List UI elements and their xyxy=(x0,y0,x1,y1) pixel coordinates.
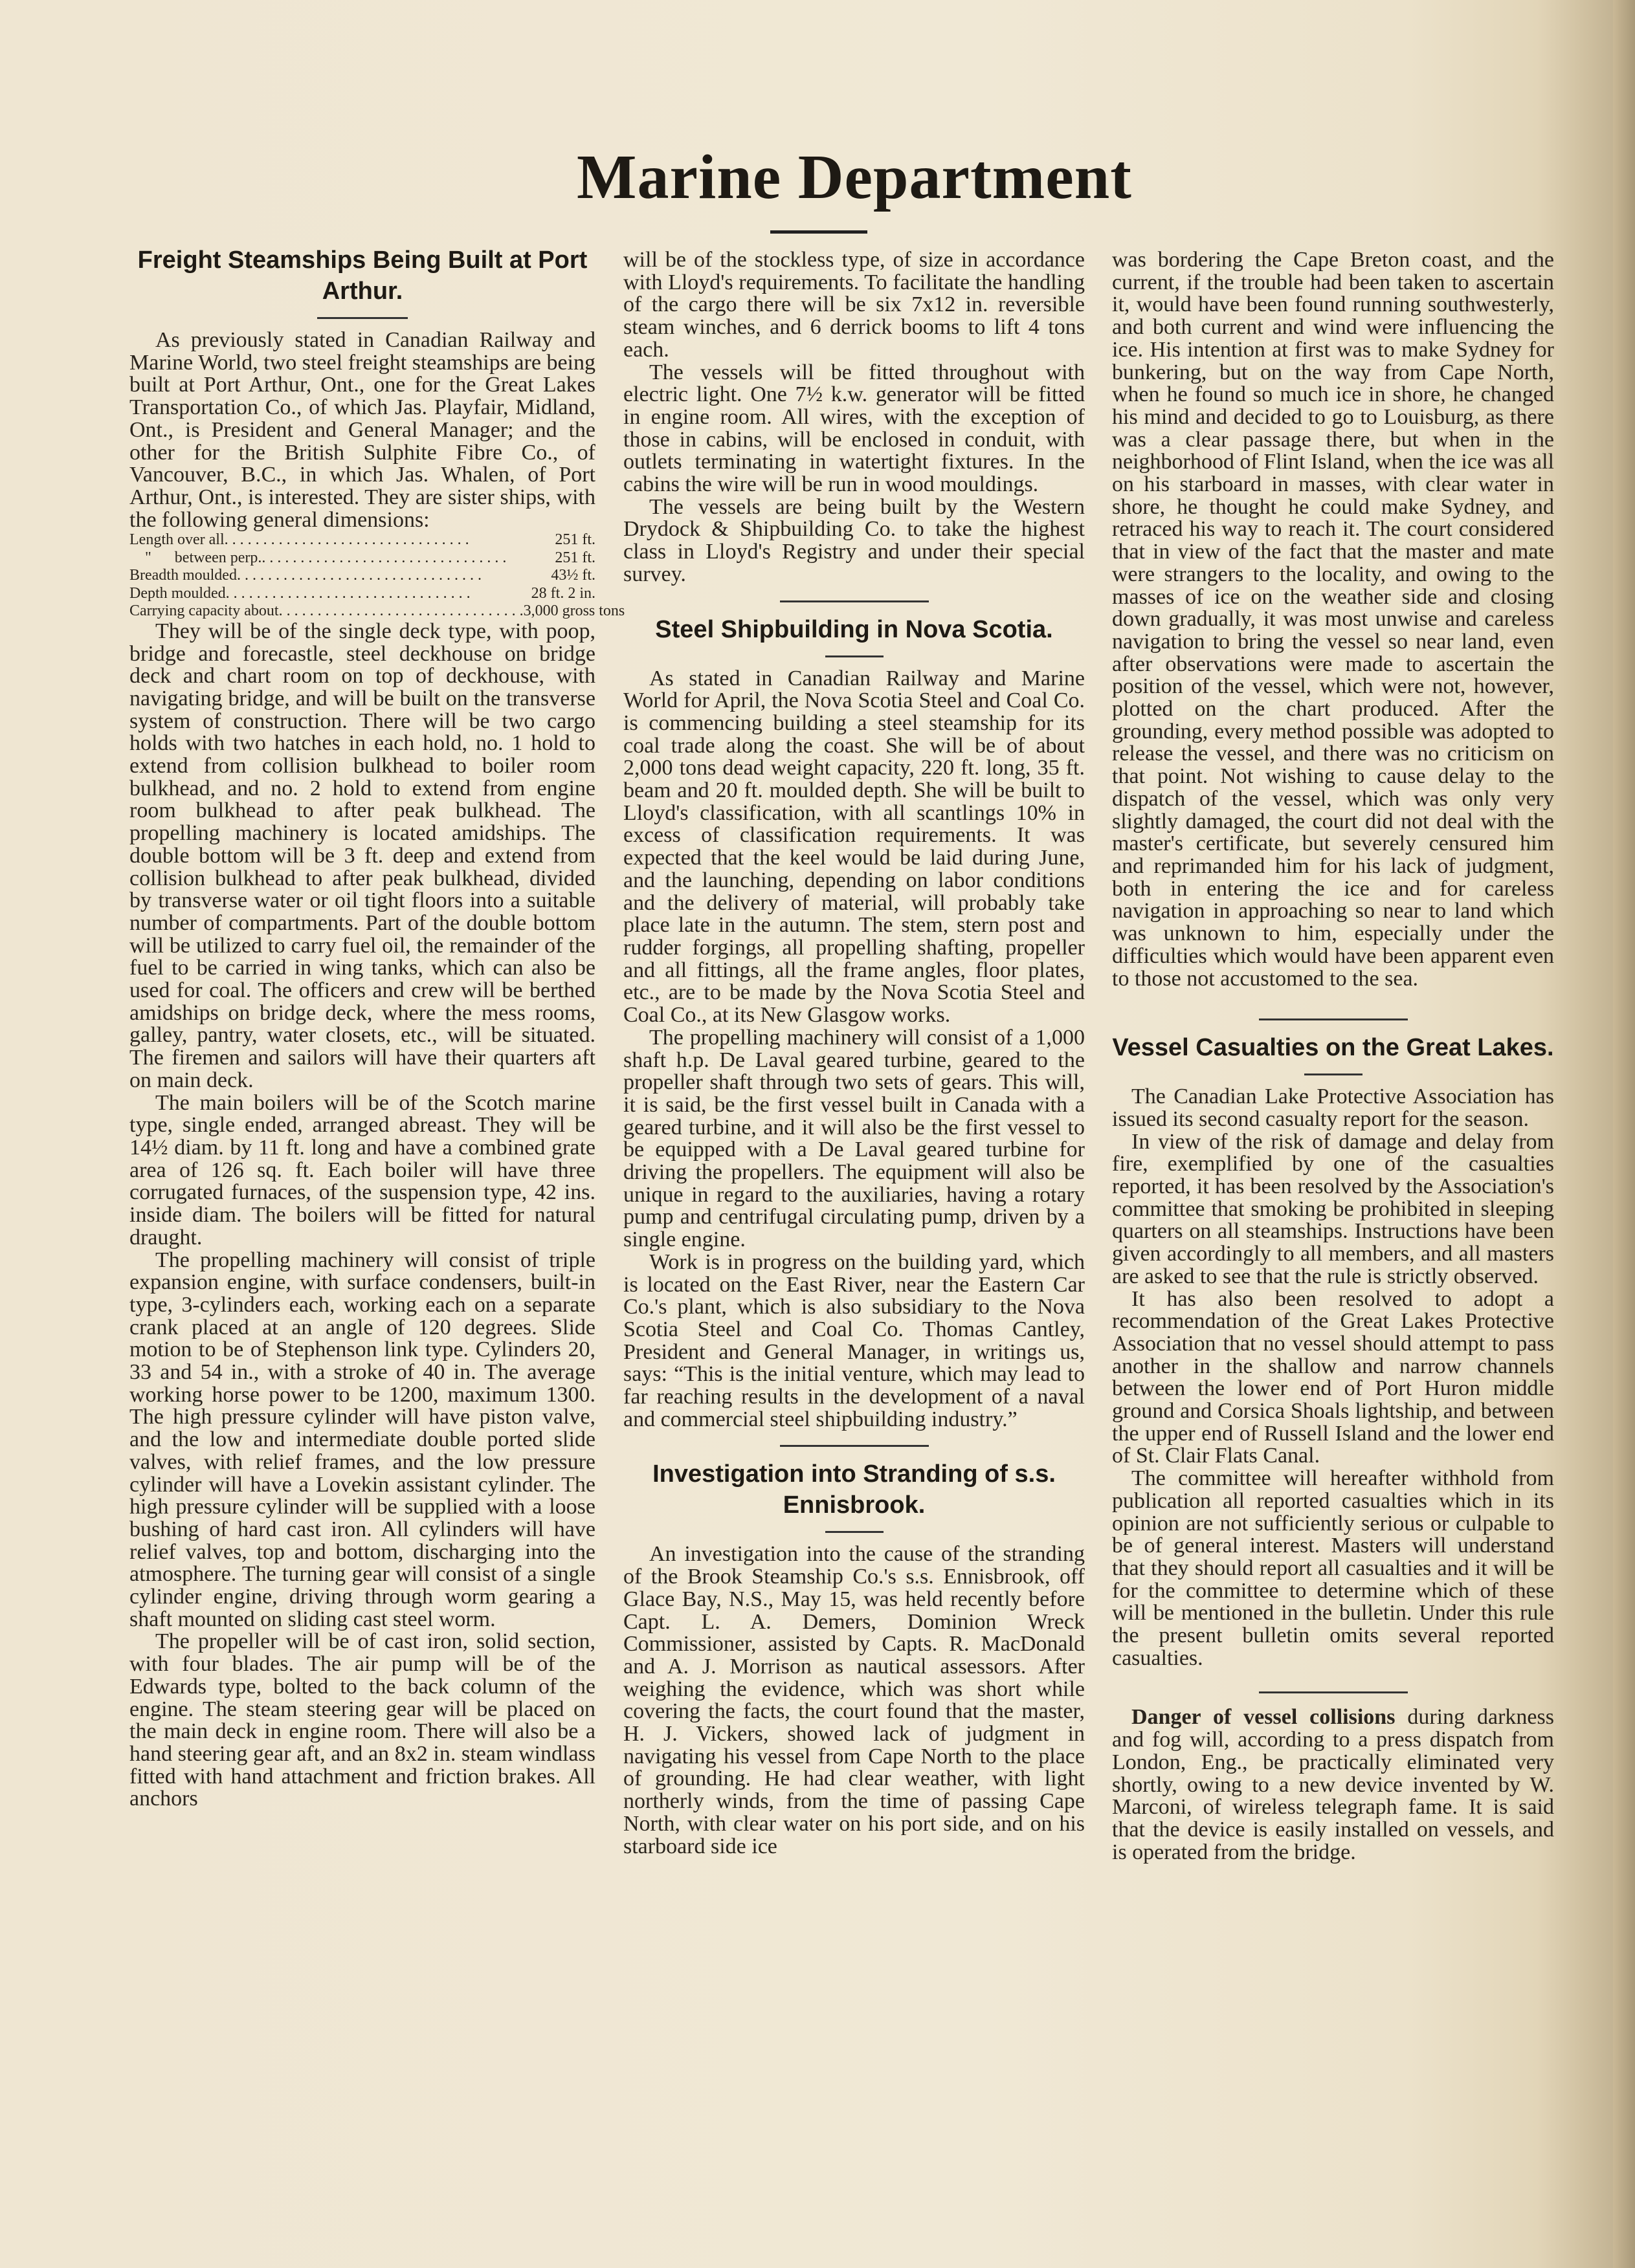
column-2 xyxy=(623,249,1085,1858)
article-separator xyxy=(1259,1691,1408,1693)
paragraph: was bordering the Cape Breton coast, and the current, if the trouble had been taken to ascertain it, would have been found running southwesterly, and both current and wind were influencing the ice. His intention at first was to make Sydney for bunkering, but on the way from Cape North, when he found so much ice in shore, he changed his mind and decided to go to Louisburg, as there was a clear passage there, but when in the neighborhood of Flint Island, when the ice was all on his starboard in masses, with clear water in shore, he thought he could make Sydney, and retraced his way to reach it. The court considered that in view of the fact that the master and mate were strangers to the locality, and owing to the masses of ice on the weather side and closing down gradually, it was most unwise and careless navigation to bring the vessel so near land, even after observations were made to ascertain the position of the vessel, which were not, however, plotted on the chart produced. After the grounding, every method possible was adopted to release the vessel, and there was no criticism on that point. Not wishing to cause delay to the dispatch of the vessel, which was only very slightly damaged, the court did not deal with the master's certificate, but severely censured him and reprimanded him for his lack of judgment, both in entering the ice and for careless navigation in approaching so near to land which was unknown to him, especially under the difficulties which would have been apparent even to those not accustomed to the sea. xyxy=(1112,248,1554,991)
article-separator xyxy=(780,1445,929,1447)
paragraph: The propelling machinery will consist of triple expansion engine, with surface condensers, built-in type, 3-cylinders each, working each on a separate crank placed at an angle of 120 degrees. Slide motion to be of Stephenson link type. Cylinders 20, 33 and 54 in., with a stroke of 40 in. The average working horse power to be 1200, maximum 1300. The high pressure cylinder will have piston valve, and the low and intermediate double ported slide valves, with relief frames, and the low pressure cylinder will have a Lovekin assistant cylinder. The high pressure cylinder will be supplied with a loose bushing of hard cast iron. All cylinders will have relief valves, top and bottom, discharging into the atmosphere. The turning gear will consist of a single cylinder engine, driving through worm gearing a shaft mounted on sliding cast steel worm. xyxy=(129,1248,595,1631)
page-title: Marine Department xyxy=(577,142,1132,212)
paragraph: As stated in Canadian Railway and Marine World for April, the Nova Scotia Steel and Coal Co. is commencing building a steel steamship for its coal trade along the coast. She will be of about 2,000 tons dead weight capacity, 220 ft. long, 35 ft. beam and 20 ft. moulded depth. She will be built to Lloyd's classification, with all scantlings 10% in excess of classification requirements. It was expected that the keel would be laid during June, and the launching, depending on labor conditions and the delivery of material, will probably take place late in the autumn. The stem, stern post and rudder forgings, all propelling shafting, propeller and all fittings, all the frame angles, floor plates, etc., are to be made by the Nova Scotia Steel and Coal Co., at its New Glasgow works. xyxy=(623,666,1085,1028)
article-heading-nova-scotia: Steel Shipbuilding in Nova Scotia. xyxy=(655,615,1053,643)
paragraph: An investigation into the cause of the stranding of the Brook Steamship Co.'s s.s. Ennisbrook, off Glace Bay, N.S., May 15, was held recently before Capt. L. A. Demers, Dominion Wreck Commissioner, assisted by Capts. R. MacDonald and A. J. Morrison as nautical assessors. After weighing the evidence, which was short while covering the facts, the court found that the master, H. J. Vickers, showed lack of judgment in navigating his vessel from Cape North to the place of grounding. He had clear weather, with light northerly winds, from the time of passing Cape North, with clear water on his port side, and on his starboard side ice xyxy=(623,1542,1085,1858)
paragraph: It has also been resolved to adopt a recommendation of the Great Lakes Protective Association that no vessel should attempt to pass another in the shallow and narrow channels between the lower end of Port Huron middle ground and Corsica Shoals lightship, and between the upper end of Russell Island and the lower end of St. Clair Flats Canal. xyxy=(1112,1286,1554,1468)
paragraph: The propeller will be of cast iron, solid section, with four blades. The air pump will be of the Edwards type, bolted to the back column of the engine. The steam steering gear will be placed on the main deck in engine room. There will also be a hand steering gear aft, and an 8x2 in. steam windlass fitted with hand attachment and friction brakes. All anchors xyxy=(129,1629,595,1811)
dimension-row: " between perp. . . . . . . . . . . . . . . . . . . . . . . . . . . . . . . . . 251 ft. xyxy=(129,549,595,566)
paragraph: will be of the stockless type, of size in accordance with Lloyd's requirements. To facilitate the handling of the cargo there will be six 7x12 in. reversible steam winches, and 6 derrick booms to lift 4 tons each. xyxy=(623,248,1085,362)
article-heading-casualties: Vessel Casualties on the Great Lakes. xyxy=(1112,1034,1554,1062)
article-separator xyxy=(1259,1018,1408,1020)
lead-in-text: Danger of vessel collisions xyxy=(1131,1705,1396,1730)
article-separator xyxy=(780,600,929,602)
dimension-row: Depth moulded . . . . . . . . . . . . . . . . . . . . . . . . . . . . . . . . 28 ft. 2 in. xyxy=(129,584,595,602)
paragraph: The committee will hereafter withhold from publication all reported casualties which in its opinion are not sufficiently serious or culpable to be of general interest. Masters will understand that they should report all casualties and it will be for the committee to determine which of these will be mentioned in the bulletin. Under this rule the present bulletin omits several reported casualties. xyxy=(1112,1466,1554,1670)
paragraph: Work is in progress on the building yard, which is located on the East River, near the Eastern Car Co.'s plant, which is also subsidiary to the Nova Scotia Steel and Coal Co. Thomas Cantley, President and General Manager, in writings us, says: “This is the initial venture, which may lead to far reaching results in the development of a naval and commercial steel shipbuilding industry.” xyxy=(623,1250,1085,1431)
paragraph: The Canadian Lake Protective Association has issued its second casualty report for the season. xyxy=(1112,1084,1554,1131)
heading-rule xyxy=(825,655,884,657)
heading-rule xyxy=(825,1531,884,1533)
dimension-row: Breadth moulded . . . . . . . . . . . . . . . . . . . . . . . . . . . . . . . . 43½ ft. xyxy=(129,567,595,584)
paragraph-collisions: Danger of vessel collisions during darkness and fog will, according to a press dispatch from London, Eng., be practically eliminated very shortly, owing to a new device invented by W. Marconi, of wireless telegraph fame. It is said that the device is easily installed on vessels, and is operated from the bridge. xyxy=(1112,1705,1554,1864)
paragraph: The vessels are being built by the Western Drydock & Shipbuilding Co. to take the highest class in Lloyd's Registry and under their special survey. xyxy=(623,494,1085,586)
article-heading-ennisbrook: Investigation into Stranding of s.s. Ennisbrook. xyxy=(652,1460,1056,1519)
heading-rule xyxy=(1304,1073,1362,1075)
paragraph: They will be of the single deck type, with poop, bridge and forecastle, steel deckhouse on bridge deck and chart room on top of deckhouse, with navigating bridge, and will be built on the transverse system of construction. There will be two cargo holds with two hatches in each hold, no. 1 hold to extend from collision bulkhead to boiler room bulkhead, and no. 2 hold to extend from engine room bulkhead to after peak bulkhead. The propelling machinery is located amidships. The double bottom will be 3 ft. deep and extend from collision bulkhead to after peak bulkhead, divided by transverse water or oil tight floors into a suitable number of compartments. Part of the double bottom will be utilized to carry fuel oil, the remainder of the fuel to be carried in wing tanks, which can also be used for coal. The officers and crew will be berthed amidships on bridge deck, where the mess rooms, galley, pantry, water closets, etc., will be situated. The firemen and sailors will have their quarters aft on main deck. xyxy=(129,619,595,1092)
dimension-row: Carrying capacity about . . . . . . . . . . . . . . . . . . . . . . . . . . . . . . . . 3,000 gross tons xyxy=(129,602,625,620)
paragraph: The propelling machinery will consist of a 1,000 shaft h.p. De Laval geared turbine, geared to the propeller shaft through two sets of gears. This will, it is said, be the first vessel built in Canada with a geared turbine, and it will also be the first vessel to be equipped with a De Laval geared turbine for driving the propellers. The equipment will also be unique in regard to the auxiliaries, having a rotary pump and centrifugal circulating pump, driven by a single engine. xyxy=(623,1025,1085,1252)
paragraph: The vessels will be fitted throughout with electric light. One 7½ k.w. generator will be fitted in engine room. All wires, with the exception of those in cabins, will be enclosed in conduit, with outlets terminating in watertight fixtures. In the cabins the wire will be run in wood mouldings. xyxy=(623,360,1085,497)
heading-rule xyxy=(317,317,408,319)
paragraph: The main boilers will be of the Scotch marine type, single ended, arranged abreast. They will be 14½ diam. by 11 ft. long and have a combined grate area of 126 sq. ft. Each boiler will have three corrugated furnaces, of the suspension type, 42 ins. inside diam. The boilers will be fitted for natural draught. xyxy=(129,1090,595,1250)
book-binding-edge xyxy=(1613,0,1635,2268)
column-1 xyxy=(129,245,625,1811)
column-3 xyxy=(1112,249,1554,1864)
dimension-row: Length over all . . . . . . . . . . . . . . . . . . . . . . . . . . . . . . . . 251 ft. xyxy=(129,531,595,549)
paragraph: In view of the risk of damage and delay from fire, exemplified by one of the casualties reported, it has been resolved by the Association's committee that smoking be prohibited in sleeping quarters on all steamships. Instructions have been given accordingly to all members, and all masters are asked to see that the rule is strictly observed. xyxy=(1112,1129,1554,1288)
article-heading-freight: Freight Steamships Being Built at Port Arthur. xyxy=(137,247,588,305)
paragraph: As previously stated in Canadian Railway and Marine World, two steel freight steamships are being built at Port Arthur, Ont., one for the Great Lakes Transportation Co., of which Jas. Playfair, Midland, Ont., is President and General Manager; and the other for the British Sulphite Fibre Co., of Vancouver, B.C., in which Jas. Whalen, of Port Arthur, Ont., is interested. They are sister ships, with the following general dimensions: xyxy=(129,328,595,532)
dimensions-table xyxy=(129,531,625,621)
title-rule xyxy=(770,230,867,234)
